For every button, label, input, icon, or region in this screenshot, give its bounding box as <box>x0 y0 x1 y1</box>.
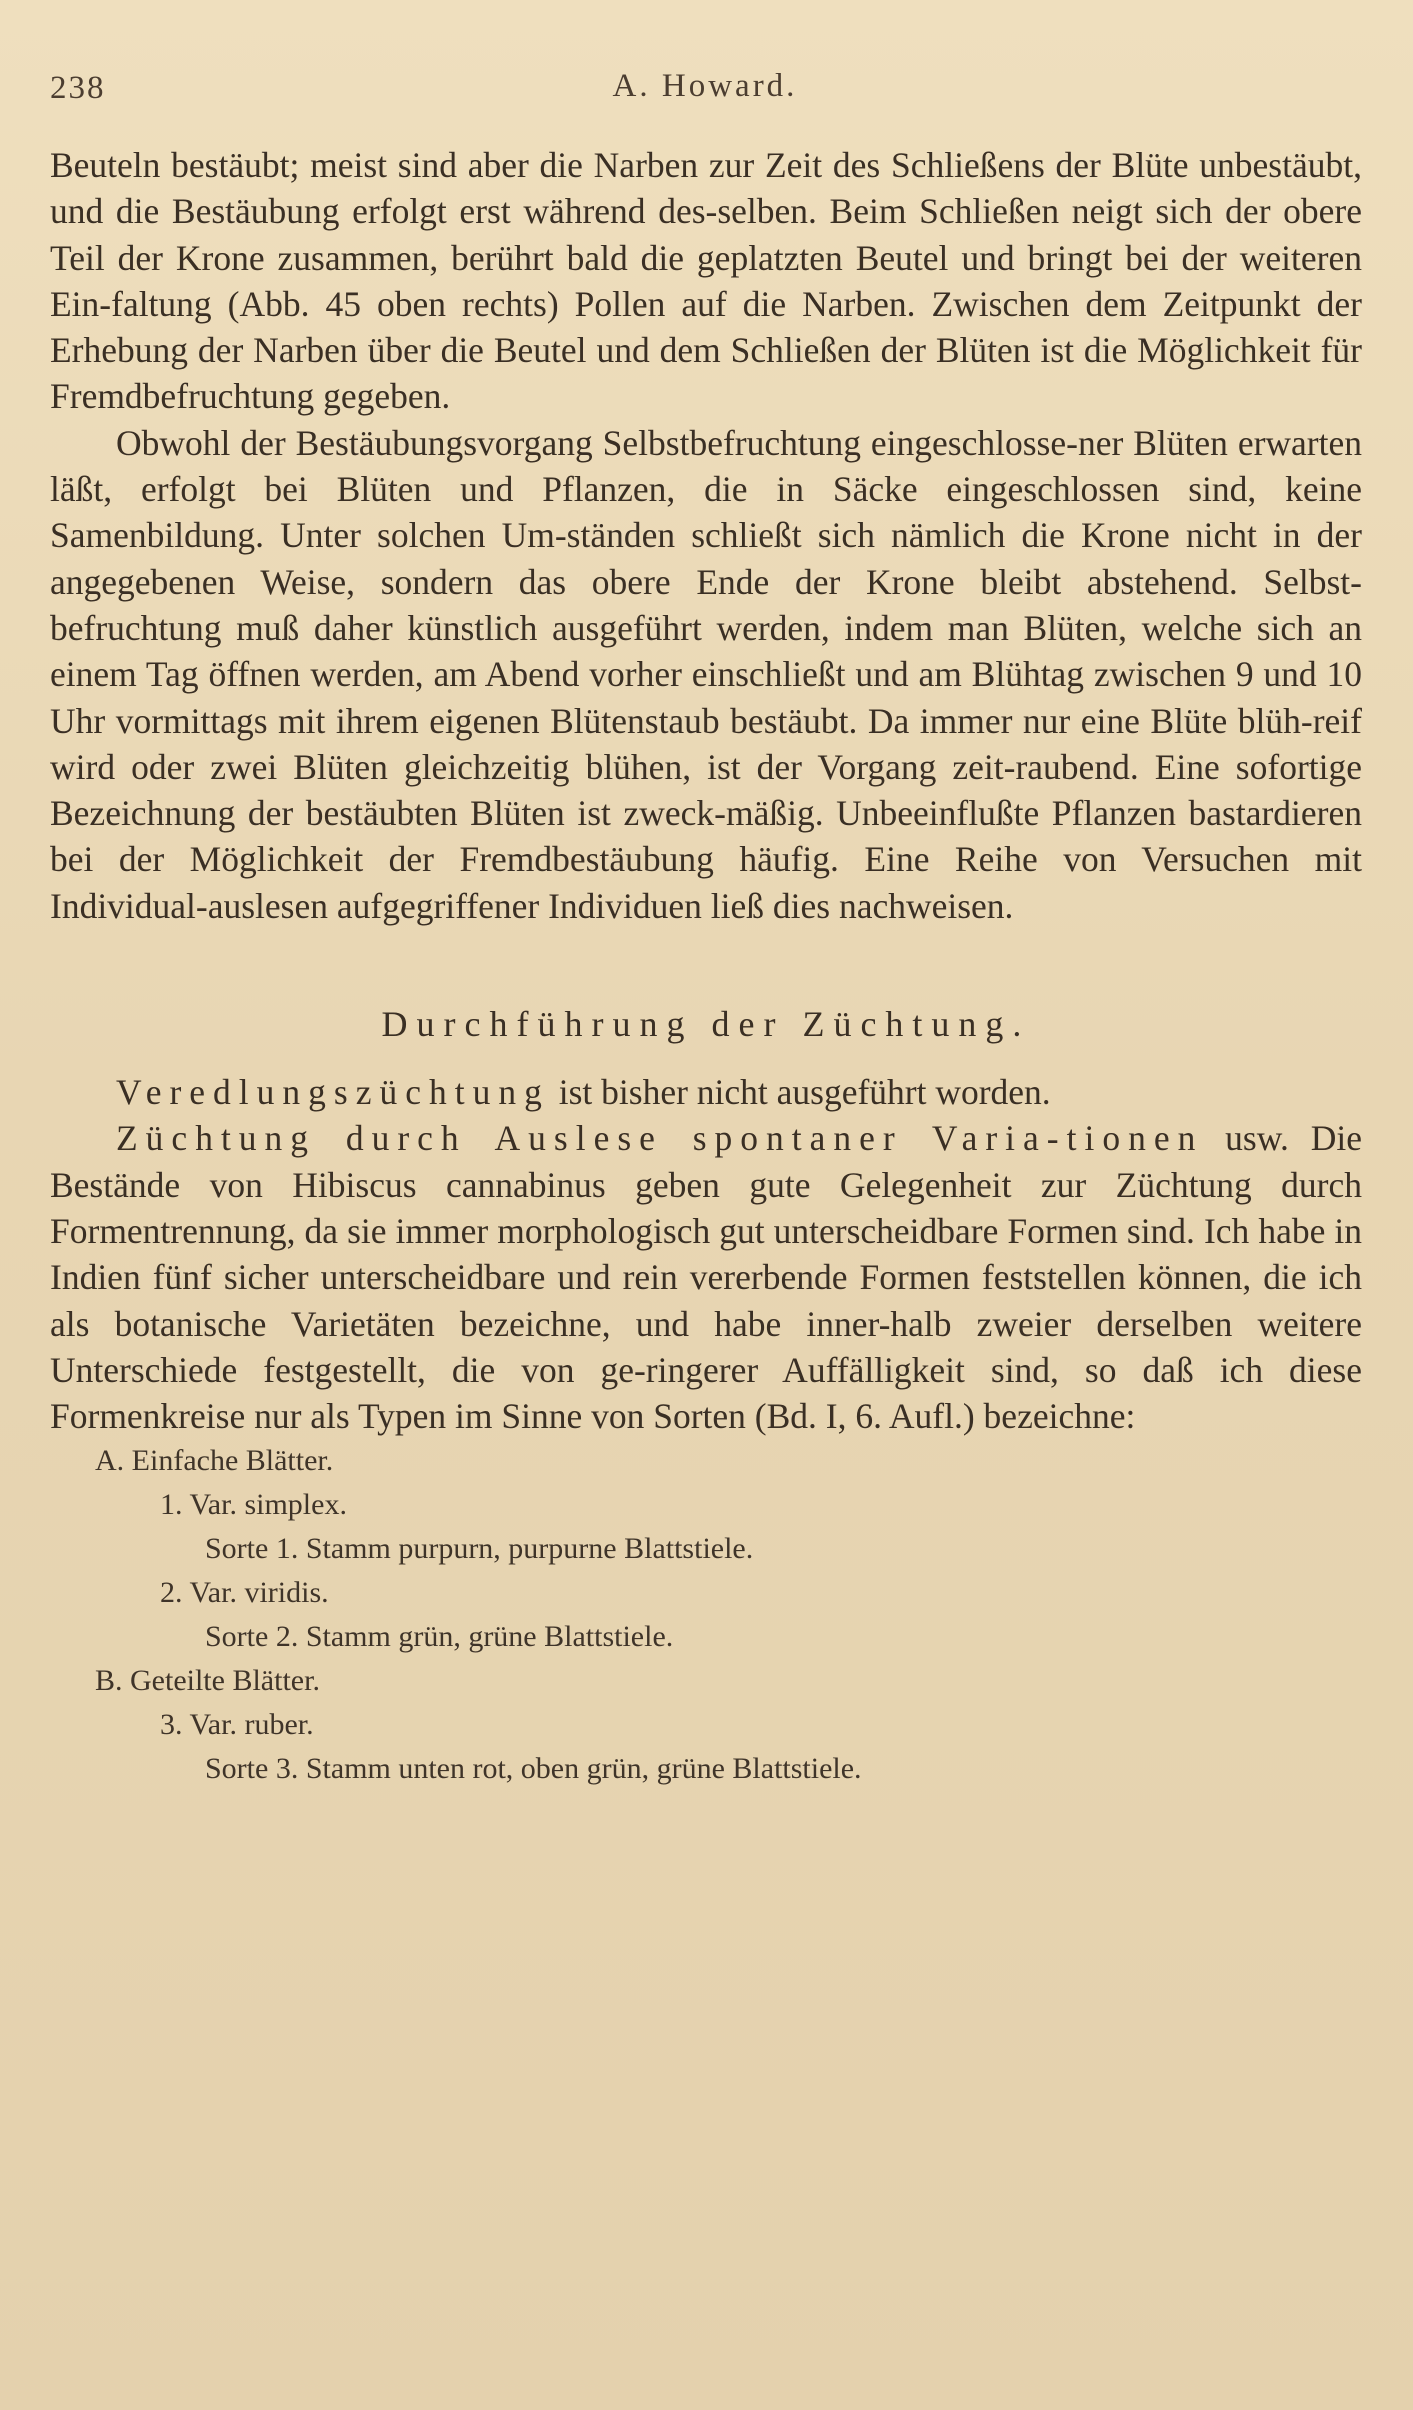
paragraph-pollination-closing: Beuteln bestäubt; meist sind aber die Narben zur Zeit des Schließens der Blüte unbestäubt, und die Bestäubung erfolgt erst während des-selben. Beim Schließen neigt sich der obere Teil der Krone zusammen, berührt bald die geplatzten Beutel und bringt bei der weiteren Ein-faltung (Abb. 45 oben rechts) Pollen auf die Narben. Zwischen dem Zeitpunkt der Erhebung der Narben über die Beutel und dem Schließen der Blüten ist die Möglichkeit für Fremdbefruchtung gegeben. <box>50 145 1362 417</box>
paragraph-auslese <box>50 1115 1362 1439</box>
outline-sorte-2: Sorte 2. Stamm grün, grüne Blattstiele. <box>205 1620 674 1654</box>
running-head: A. Howard. <box>612 68 798 104</box>
outline-variety-3: 3. Var. ruber. <box>160 1708 314 1742</box>
outline-group-b: B. Geteilte Blätter. <box>95 1664 320 1698</box>
body-text <box>50 142 1362 1439</box>
page-header <box>50 62 1360 142</box>
paragraph-self-fertilization: Obwohl der Bestäubungsvorgang Selbstbefruchtung eingeschlosse-ner Blüten erwarten läßt, erfolgt bei Blüten und Pflanzen, die in Säcke eingeschlossen sind, keine Samenbildung. Unter solchen Um-ständen schließt sich nämlich die Krone nicht in der angegebenen Weise, sondern das obere Ende der Krone bleibt abstehend. Selbst-befruchtung muß daher künstlich ausgeführt werden, indem man Blüten, welche sich an einem Tag öffnen werden, am Abend vorher einschließt und am Blühtag zwischen 9 und 10 Uhr vormittags mit ihrem eigenen Blütenstaub bestäubt. Da immer nur eine Blüte blüh-reif wird oder zwei Blüten gleichzeitig blühen, ist der Vorgang zeit-raubend. Eine sofortige Bezeichnung der bestäubten Blüten ist zweck-mäßig. Unbeeinflußte Pflanzen bastardieren bei der Möglichkeit der Fremdbestäubung häufig. Eine Reihe von Versuchen mit Individual-auslesen aufgegriffener Individuen ließ dies nachweisen. <box>50 422 1362 926</box>
section-title: Durchführung der Züchtung. <box>381 1004 1031 1045</box>
paragraph-veredlung <box>50 1069 1362 1115</box>
spaced-term-auslese: Züchtung durch Auslese spontaner Varia-tionen <box>116 1118 1204 1159</box>
page-number: 238 <box>50 70 106 106</box>
paragraph-auslese-text: usw. Die Bestände von Hibiscus cannabinus geben gute Gelegenheit zur Züchtung durch Formentrennung, da sie immer morphologisch gut unterscheidbare Formen sind. Ich habe in Indien fünf sicher unterscheidbare und rein vererbende Formen feststellen können, die ich als botanische Varietäten bezeichne, und habe inner-halb zweier derselben weitere Unterschiede festgestellt, die von ge-ringerer Auffälligkeit sind, so daß ich diese Formenkreise nur als Typen im Sinne von Sorten (Bd. I, 6. Aufl.) bezeichne: <box>50 1118 1362 1437</box>
outline-variety-2: 2. Var. viridis. <box>160 1576 329 1610</box>
variety-outline <box>50 1439 1413 1791</box>
paragraph-veredlung-text: ist bisher nicht ausgeführt worden. <box>549 1072 1051 1113</box>
outline-sorte-1: Sorte 1. Stamm purpurn, purpurne Blattstiele. <box>205 1532 754 1566</box>
outline-sorte-3: Sorte 3. Stamm unten rot, oben grün, grüne Blattstiele. <box>205 1752 862 1786</box>
outline-variety-1: 1. Var. simplex. <box>160 1488 347 1522</box>
spaced-term-veredlung: Veredlungszüchtung <box>116 1072 550 1113</box>
outline-group-a: A. Einfache Blätter. <box>95 1444 334 1478</box>
